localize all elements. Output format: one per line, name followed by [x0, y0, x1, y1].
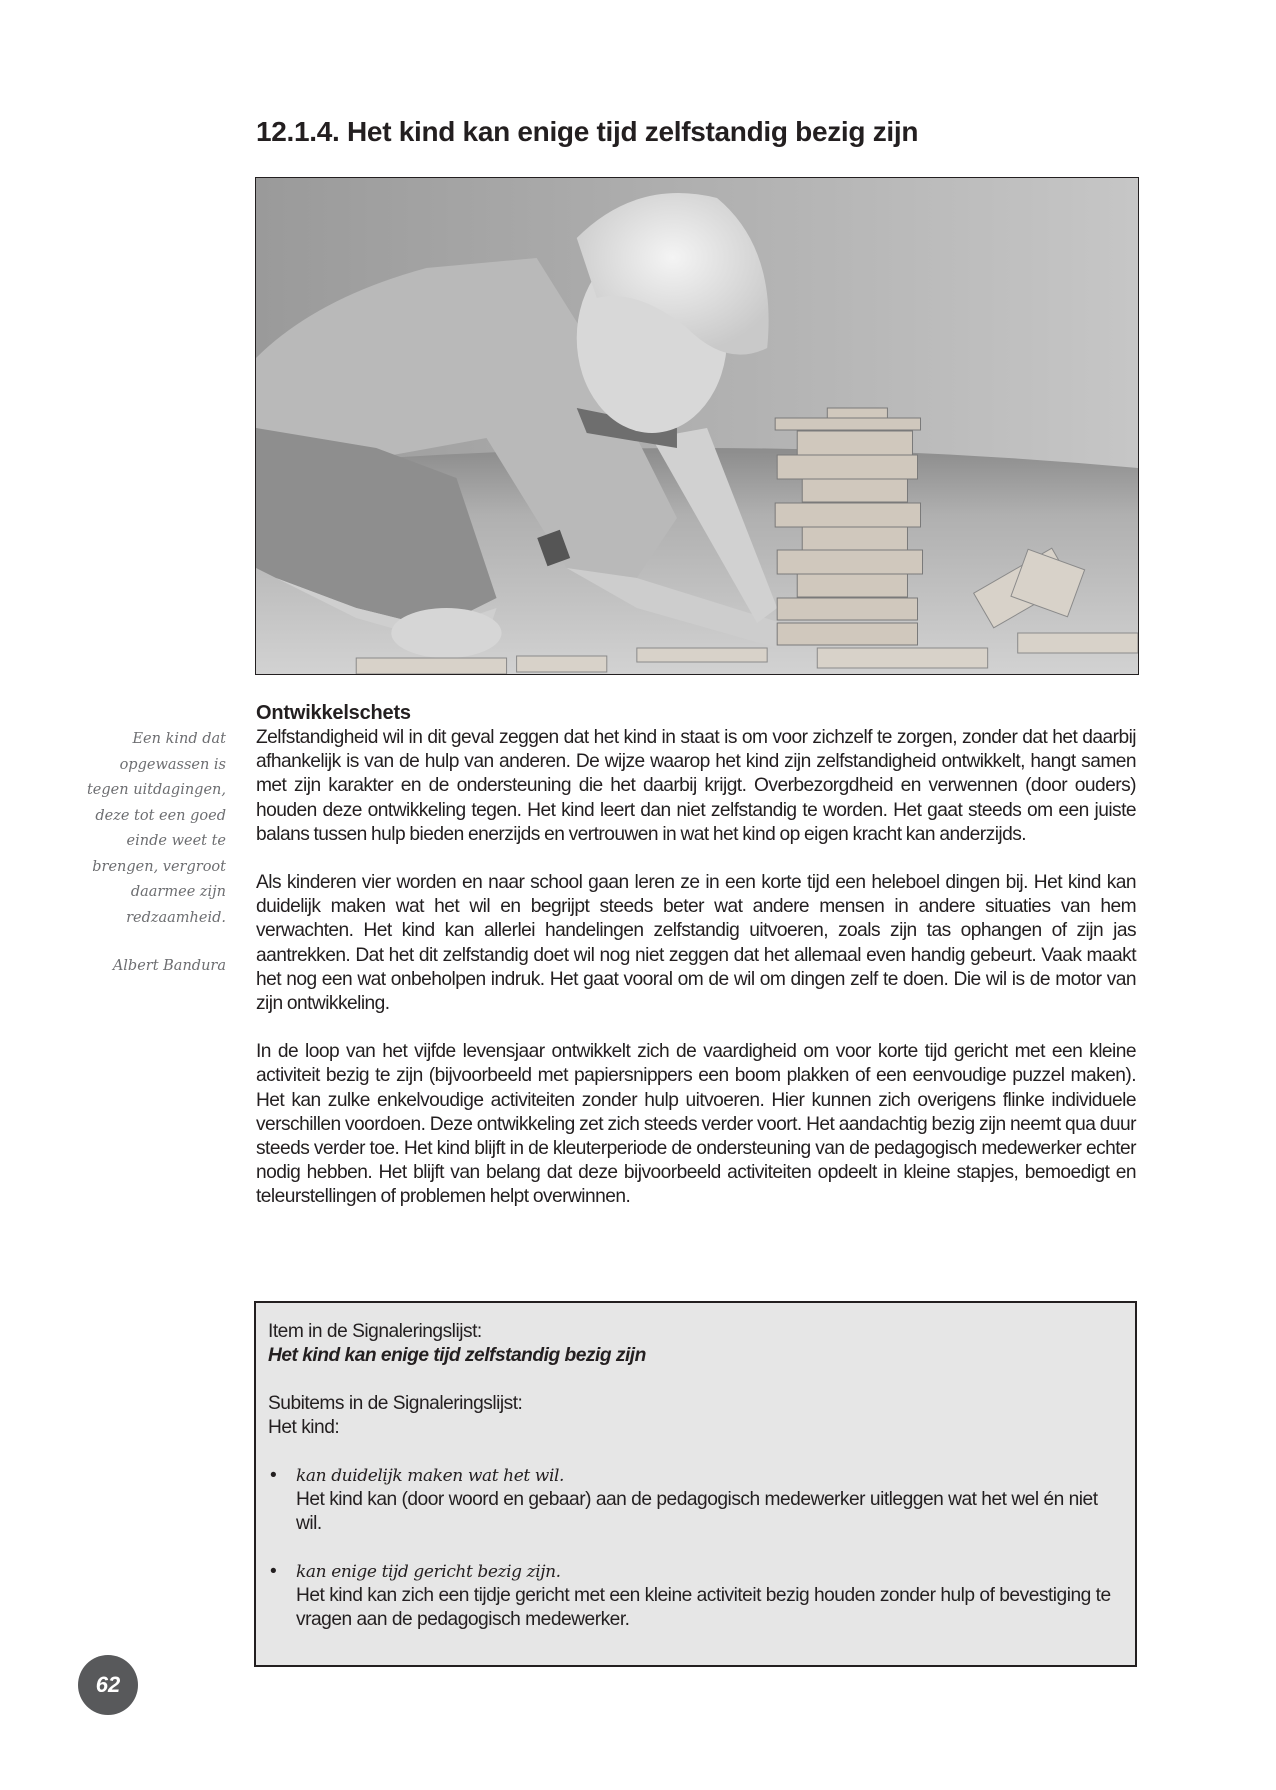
block-tower [775, 408, 922, 645]
main-text-column [256, 700, 1136, 1234]
bullet-icon: • [270, 1561, 277, 1582]
quote-line: daarmee zijn [130, 884, 226, 900]
bullet-icon: • [270, 1465, 277, 1486]
paragraph: In de loop van het vijfde levensjaar ontwikkelt zich de vaardigheid om voor korte tijd gericht met een kleine activiteit bezig te zijn (bijvoorbeeld met papiersnippers een boom plakken of een eenvoudige puzzel maken). Het kan zulke enkelvoudige activiteiten zonder hulp uitvoeren. Hier kunnen zich overigens flinke individuele verschillen voordoen. Deze ontwikkeling zet zich steeds verder voort. Het aandachtig bezig zijn neemt qua duur steeds verder toe. Het kind blijft in de kleuterperiode de ondersteuning van de pedagogisch medewerker echter nodig hebben. Het blijft van belang dat deze bijvoorbeeld activiteiten opdeelt in kleine stapjes, bemoedigt en teleurstellingen of problemen helpt overwinnen. [256, 1041, 1136, 1208]
subitems-label: Subitems in de Signaleringslijst: [268, 1393, 523, 1414]
page-number-badge: 62 [78, 1655, 138, 1715]
photo-child-building-blocks [255, 177, 1139, 675]
subitem-description: Het kind kan (door woord en gebaar) aan de pedagogisch medewerker uitleggen wat het wel én niet wil. [296, 1489, 1098, 1534]
paragraph: Zelfstandigheid wil in dit geval zeggen dat het kind in staat is om voor zichzelf te zorgen, zonder dat het daarbij afhankelijk is van de hulp van anderen. De wijze waarop het kind zijn zelfstandigheid ontwikkelt, hangt samen met zijn karakter en de ondersteuning die het daarbij krijgt. Overbezorgdheid en verwennen (door ouders) houden deze ontwikkeling tegen. Het kind leert dan niet zelfstandig te worden. Het gaat steeds om een juiste balans tussen hulp bieden enerzijds en vertrouwen in wat het kind op eigen kracht kan anderzijds. [256, 727, 1136, 845]
section-heading: Ontwikkelschets [256, 702, 411, 724]
quote-author: Albert Bandura [112, 958, 226, 974]
item-title: Het kind kan enige tijd zelfstandig bezig zijn [268, 1345, 646, 1366]
sidebar-quote [60, 727, 226, 980]
boy-knee [391, 608, 501, 658]
quote-line: Een kind dat [132, 731, 226, 747]
quote-line: opgewassen is [119, 756, 226, 773]
paragraph: Als kinderen vier worden en naar school gaan leren ze in een korte tijd een heleboel dingen bij. Het kind kan duidelijk maken wat het wil en begrijpt steeds beter wat andere mensen in andere situaties van hem verwachten. Het kind kan allerlei handelingen zelfstandig uitvoeren, zoals zijn tas ophangen of zijn jas aantrekken. Dat het dit zelfstandig doet wil nog niet zeggen dat het allemaal even handig gebeurt. Vaak maakt het nog een wat onbeholpen indruk. Het gaat vooral om de wil om dingen zelf te doen. Die wil is de motor van zijn ontwikkeling. [256, 872, 1136, 1015]
quote-line: redzaamheid. [126, 909, 226, 926]
subject-label: Het kind: [268, 1417, 340, 1438]
quote-line: tegen uitdagingen, [86, 782, 226, 798]
quote-line: brengen, vergroot [92, 858, 226, 875]
quote-line: deze tot een goed [95, 807, 226, 824]
page-title: 12.1.4. Het kind kan enige tijd zelfstandig bezig zijn [256, 116, 919, 147]
subitem-description: Het kind kan zich een tijdje gericht met een kleine activiteit bezig houden zonder hulp of bevestiging te vragen aan de pedagogisch medewerker. [296, 1585, 1111, 1630]
item-label: Item in de Signaleringslijst: [268, 1321, 482, 1342]
signaleringslijst-box [254, 1301, 1137, 1667]
quote-line: einde weet te [126, 833, 226, 849]
subitem [268, 1464, 1121, 1536]
subitem [268, 1560, 1121, 1632]
subitem-title: kan enige tijd gericht bezig zijn. [296, 1562, 561, 1582]
photo-illustration [256, 178, 1138, 674]
subitem-title: kan duidelijk maken wat het wil. [296, 1466, 565, 1486]
